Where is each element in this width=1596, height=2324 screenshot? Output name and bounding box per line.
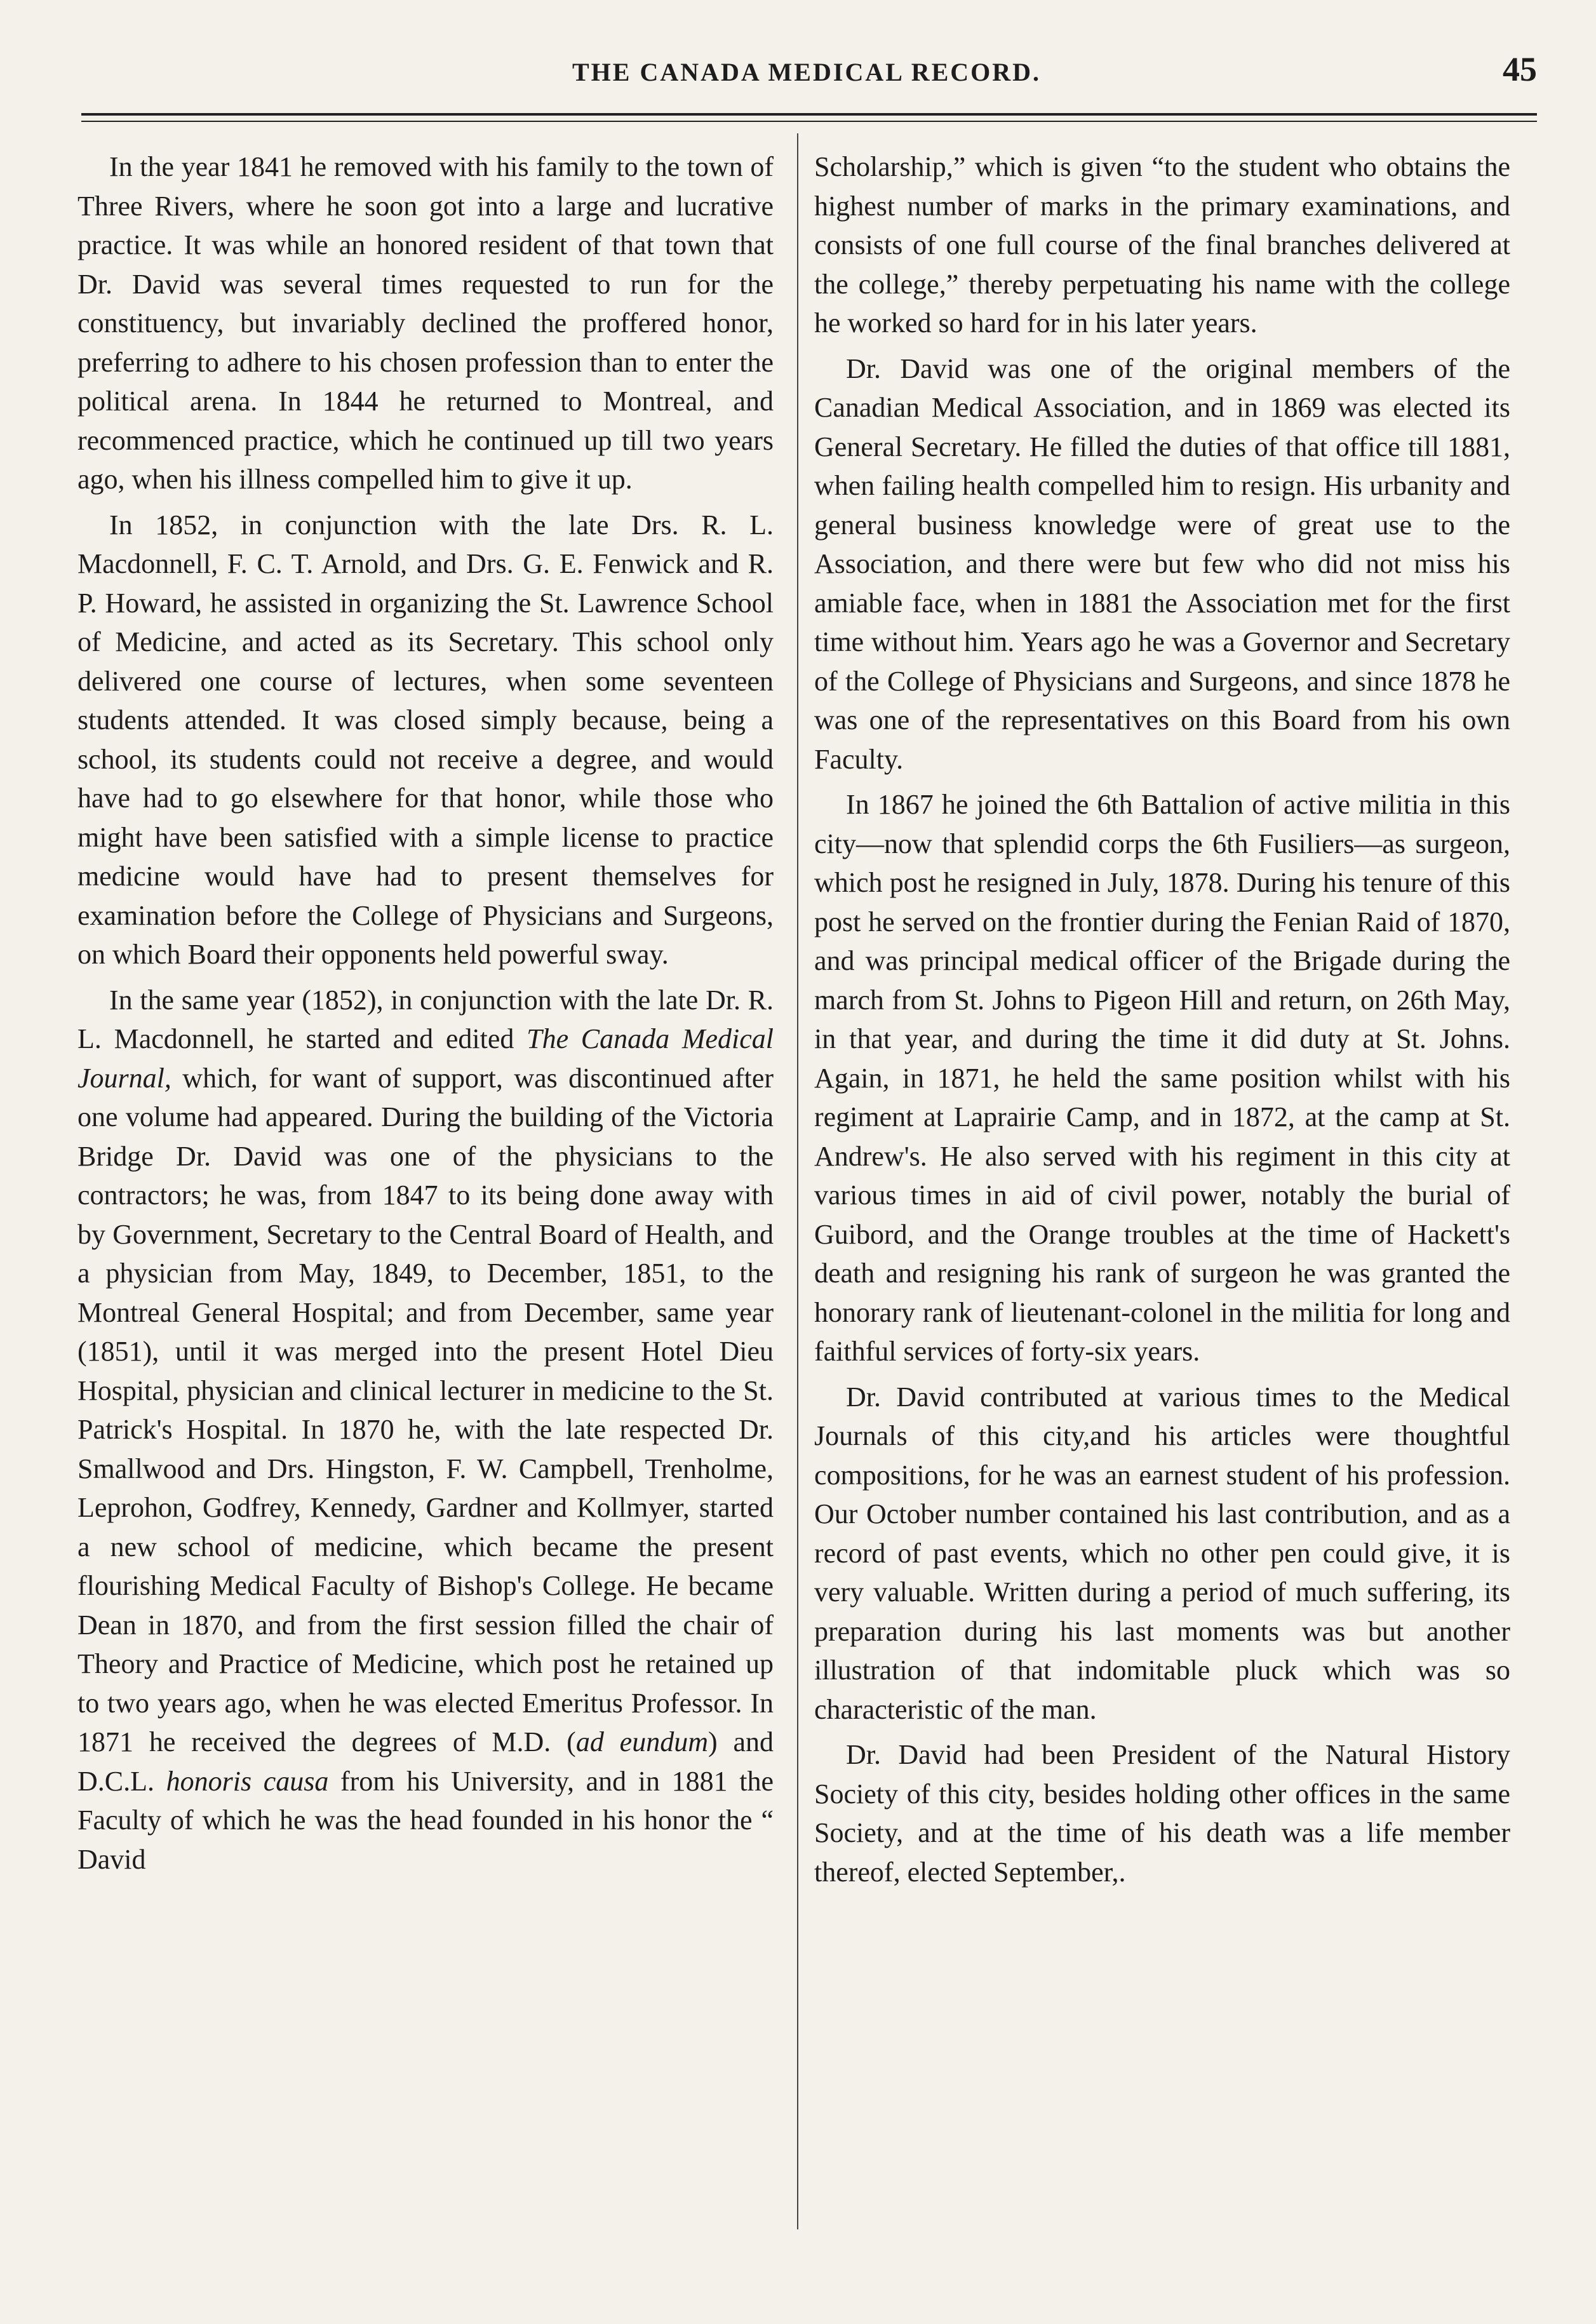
paragraph [77, 981, 774, 1879]
paragraph: Dr. David contributed at various times to the Medical Journals of this city,and his articles were thoughtful compositions, for he was an earnest student of his profession. Our October number contained his last contribution, and as a record of past events, which no other pen could give, it is very valuable. Written during a period of much suffering, its preparation during his last moments was but another illustration of that indomitable pluck which was so characteristic of the man. [814, 1381, 1510, 1725]
text-run: which, for want of support, was discontinued after one volume had appeared. During the building of the Victoria Bridge Dr. David was one of the physicians to the contractors; he was, from 1847 to its being done away with by Government, Secretary to the Central Board of Health, and a physician from May, 1849, to December, 1851, to the Montreal General Hospital; and from December, same year (1851), until it was merged into the present Hotel Dieu Hospital, physician and clinical lecturer in medicine to the St. Patrick's Hospital. In 1870 he, with the late respected Dr. Smallwood and Drs. Hingston, F. W. Campbell, Trenholme, Leprohon, Godfrey, Kennedy, Gardner and Kollmyer, started a new school of medicine, which became the present flourishing Medical Faculty of Bishop's College. He became Dean in 1870, and from the first session filled the chair of Theory and Practice of Medicine, which post he retained up to two years ago, when he was elected Emeritus Professor. In 1871 he received the degrees of M.D. ( [77, 1062, 774, 1757]
journal-title: The Canada Medical Journal, [77, 1023, 774, 1094]
left-column [77, 147, 774, 1885]
column-divider [797, 133, 798, 2229]
text-run: from his University, and in 1881 the Faculty of which he was the head founded in his honor the “ David [77, 1765, 774, 1875]
right-column [814, 147, 1510, 1898]
page-number: 45 [1503, 50, 1537, 88]
paragraph: In 1867 he joined the 6th Battalion of active militia in this city—now that splendid corps the 6th Fusiliers—as surgeon, which post he resigned in July, 1878. During his tenure of this post he served on the frontier during the Fenian Raid of 1870, and was principal medical officer of the Brigade during the march from St. Johns to Pigeon Hill and return, on 26th May, in that year, and during the time it did duty at St. Johns. Again, in 1871, he held the same position whilst with his regiment at Laprairie Camp, and in 1872, at the camp at St. Andrew's. He also served with his regiment in this city at various times in aid of civil power, notably the burial of Guibord, and the Orange troubles at the time of Hackett's death and resigning his rank of surgeon he was granted the honorary rank of lieutenant-colonel in the militia for long and faithful services of forty-six years. [814, 789, 1510, 1367]
latin-term: ad eundum [575, 1726, 708, 1757]
paragraph: In 1852, in conjunction with the late Drs. R. L. Macdonnell, F. C. T. Arnold, and Drs. G. E. Fenwick and R. P. Howard, he assisted in organizing the St. Lawrence School of Medicine, and acted as its Secretary. This school only delivered one course of lectures, when some seventeen students attended. It was closed simply because, being a school, its students could not receive a degree, and would have had to go elsewhere for that honor, while those who might have been satisfied with a simple license to practice medicine would have had to present themselves for examination before the College of Physicians and Surgeons, on which Board their opponents held powerful sway. [77, 509, 774, 970]
paragraph: Scholarship,” which is given “to the student who obtains the highest number of marks in the primary examinations, and consists of one full course of the final branches delivered at the college,” thereby perpetuating his name with the college he worked so hard for in his later years. [814, 151, 1510, 339]
latin-term: honoris causa [166, 1765, 329, 1797]
page-header [76, 44, 1537, 102]
text-run: ) and D.C.L. [77, 1726, 774, 1797]
paragraph: Dr. David was one of the original members of the Canadian Medical Association, and in 1869 was elected its General Secretary. He filled the duties of that office till 1881, when failing health compelled him to resign. His urbanity and general business knowledge were of great use to the Association, and there were but few who did not miss his amiable face, when in 1881 the Association met for the first time without him. Years ago he was a Governor and Secretary of the College of Physicians and Surgeons, and since 1878 he was one of the representatives on this Board from his own Faculty. [814, 353, 1510, 775]
paragraph: In the year 1841 he removed with his family to the town of Three Rivers, where he soon got into a large and lucrative practice. It was while an honored resident of that town that Dr. David was several times requested to run for the constituency, but invariably declined the proffered honor, preferring to adhere to his chosen profession than to enter the political arena. In 1844 he returned to Montreal, and recommenced practice, which he continued up till two years ago, when his illness compelled him to give it up. [77, 151, 774, 495]
paragraph: Dr. David had been President of the Natural History Society of this city, besides holding other offices in the same Society, and at the time of his death was a life member thereof, elected September,. [814, 1739, 1510, 1888]
header-rule-thin [81, 121, 1537, 122]
header-rule-thick [81, 113, 1537, 116]
running-title: THE CANADA MEDICAL RECORD. [572, 58, 1042, 86]
text-run: In the same year (1852), in conjunction with the late Dr. R. L. Macdonnell, he started and edited [77, 984, 774, 1054]
